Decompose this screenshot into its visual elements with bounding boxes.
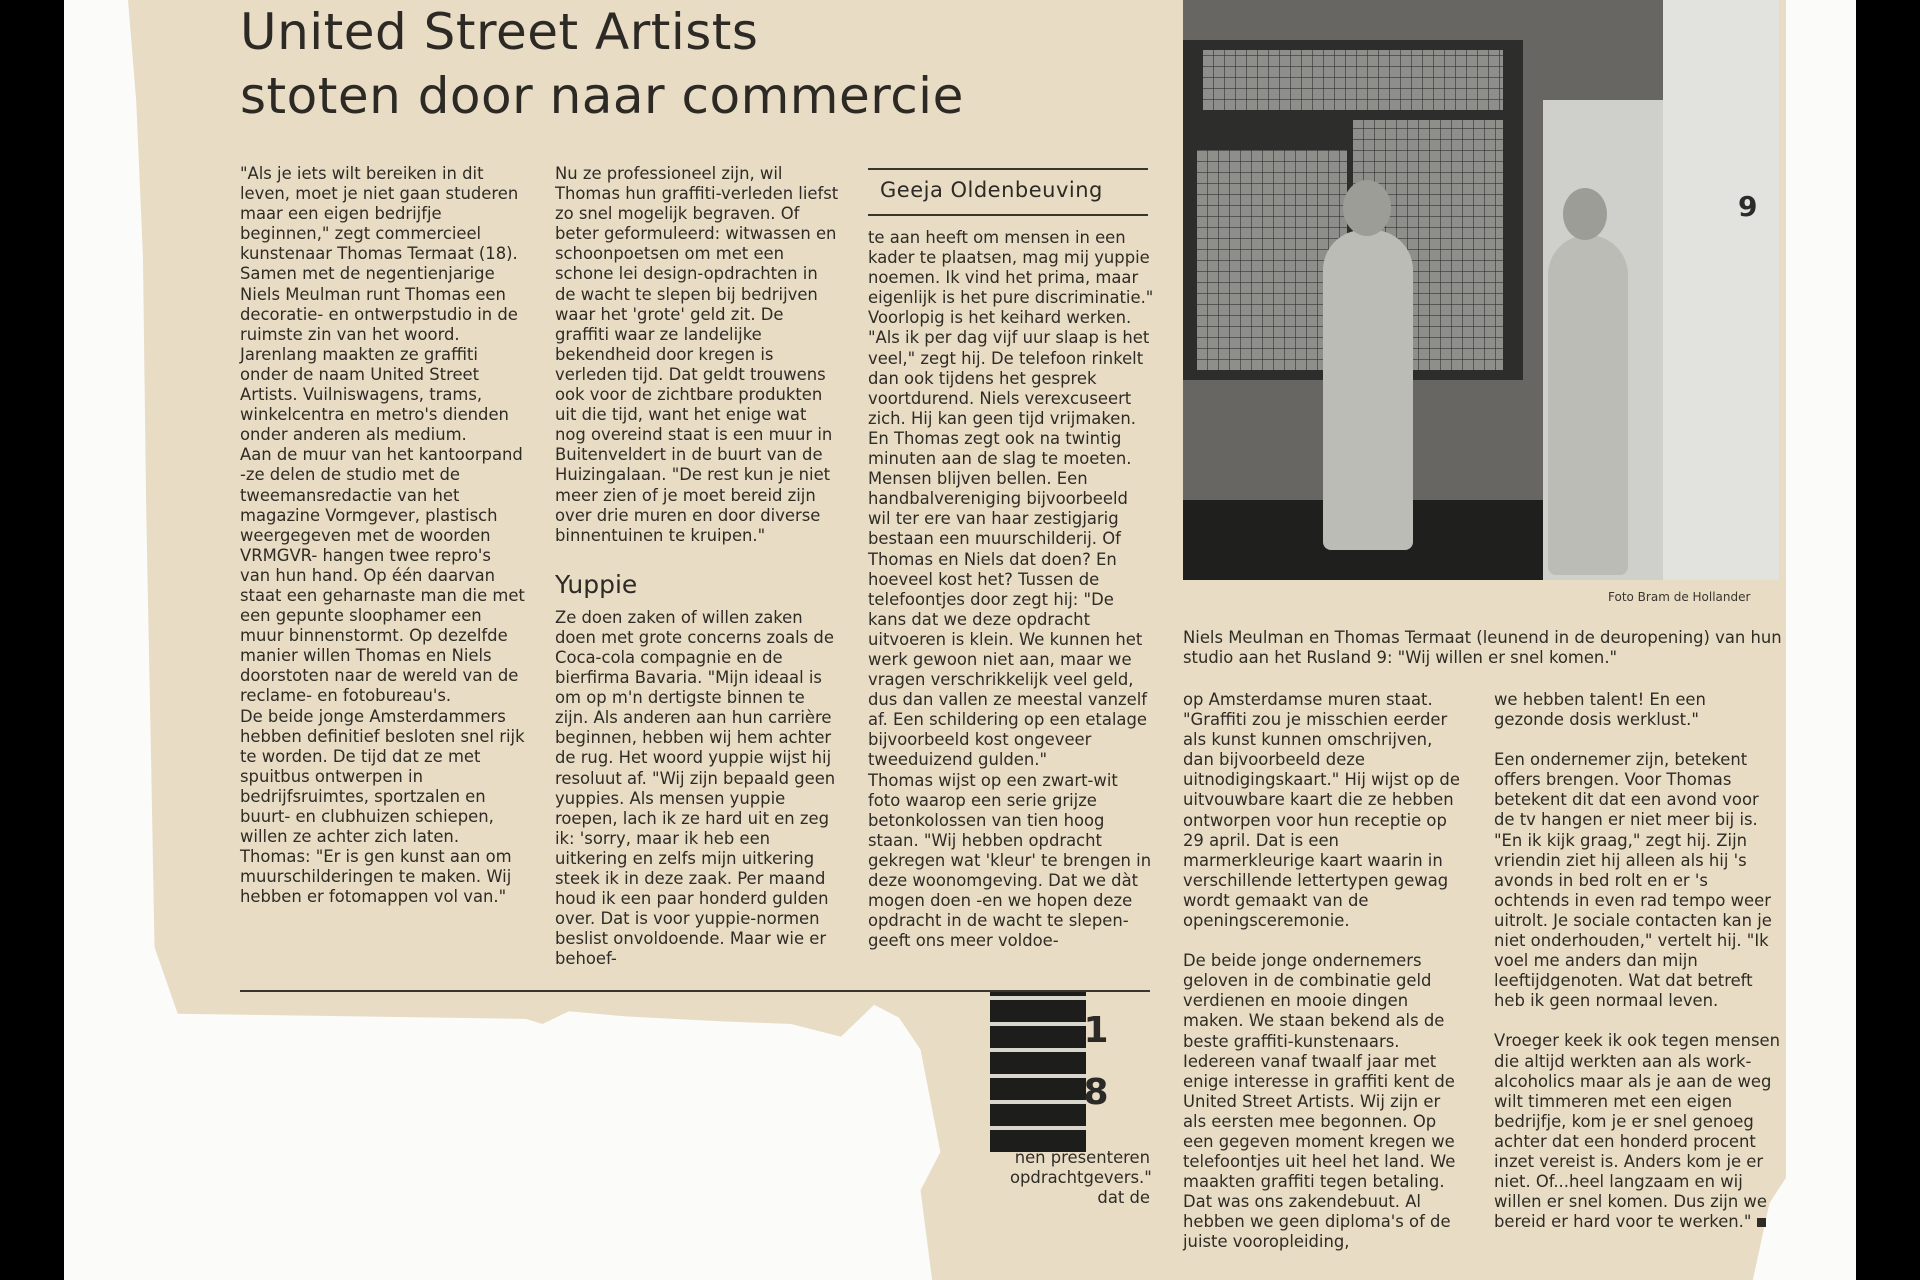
scoreboard-digit-2: 8 — [1083, 1072, 1109, 1113]
paragraph: De beide jonge ondernemers geloven in de combinatie geld verdienen en mooie dingen maken. We staan bekend als de beste graffiti-kunstenaars. Iedereen vanaf twaalf jaar met enige interesse in graffiti kent de United Street Artists. Wij zijn er als eersten mee begonnen. Op een gegeven moment kregen we telefoontjes uit heel het land. We maakten graffiti tegen betaling. Dat was ons zakendebuut. Al hebben we geen diploma's of de juiste vooropleiding, — [1183, 951, 1456, 1252]
byline-author: Geeja Oldenbeuving — [880, 178, 1103, 202]
article-column-3 — [868, 228, 1154, 951]
headline — [240, 0, 964, 128]
paragraph: Aan de muur van het kantoorpand -ze delen de studio met de tweemansredactie van het magazine Vormgever, plastisch weergegeven met de woorden VRMGVR- hangen twee repro's van hun hand. Op één daarvan staat een geharnaste man die met een gepunte sloophamer een muur binnenstormt. Op dezelfde manier willen Thomas en Niels doorstoten naar de wereld van de reclame- en fotobureau's. — [240, 445, 525, 706]
article-photo — [1183, 0, 1779, 580]
photo-caption: Niels Meulman en Thomas Termaat (leunend in de deuropening) van hun studio aan het Rusland 9: "Wij willen er snel komen." — [1183, 628, 1782, 668]
paragraph: Thomas wijst op een zwart-wit foto waarop een serie grijze betonkolossen van tien hoog staan. "Wij hebben opdracht gekregen wat 'kleur' te brengen in deze woonomgeving. Dat we dàt mogen doen -en we hopen deze opdracht in de wacht te slepen- geeft ons meer voldoe- — [868, 770, 1152, 951]
byline-box — [868, 168, 1148, 216]
photo-person-right — [1548, 235, 1628, 575]
headline-line-1: United Street Artists — [240, 3, 759, 61]
article-column-4 — [1183, 690, 1465, 1253]
scoreboard-digit-1: 1 — [1083, 1010, 1109, 1051]
paragraph: Voorlopig is het keihard werken. "Als ik per dag vijf uur slaap is het veel," zegt hij. De telefoon rinkelt dan ook tijdens het gesprek voortdurend. Niels verexcuseert zich. Hij kan geen tijd vrijmaken. En Thomas zegt ook na twintig minuten aan de slag te moeten. Mensen blijven bellen. Een handbalvereniging bijvoorbeeld wil ter ere van haar zestigjarig bestaan een muurschilderij. Of Thomas en Niels dat doen? En hoeveel kost het? Tussen de telefoontjes door zegt hij: "De kans dat we deze opdracht uitvoeren is klein. We kunnen het werk gewoon niet aan, maar we vragen verschrikkelijk veel geld, dus dan vallen ze meestal vanzelf af. Een schildering op een etalage bijvoorbeeld kost ongeveer tweeduizend gulden." — [868, 308, 1150, 770]
paragraph: Nu ze professioneel zijn, wil Thomas hun graffiti-verleden liefst zo snel mogelijk begraven. Of beter geformuleerd: witwassen en schoonpoetsen om met een schone lei design-opdrachten in de wacht te slepen bij bedrijven waar het 'grote' geld zit. De graffiti waar ze landelijke bekendheid door kregen is verleden tijd. Dat geldt trouwens ook voor de zichtbare produkten uit die tijd, want het enige wat nog overeind staat is een muur in Buitenveldert in de buurt van de Huizingalaan. "De rest kun je niet meer zien of je moet bereid zijn over drie muren en door diverse binnentuinen te kruipen." — [555, 164, 839, 545]
photo-credit: Foto Bram de Hollander — [1608, 590, 1751, 604]
photo-head-right — [1563, 188, 1607, 240]
photo-window-top — [1203, 50, 1503, 110]
article-column-1 — [240, 164, 526, 907]
paragraph — [1494, 1031, 1780, 1232]
paragraph: te aan heeft om mensen in een kader te plaatsen, mag mij yuppie noemen. Ik vind het prima, maar eigenlijk is het pure discriminatie." — [868, 228, 1154, 308]
paragraph: Ze doen zaken of willen zaken doen met grote concerns zoals de Coca-cola compagnie en de bierfirma Bavaria. "Mijn ideaal is om op m'n dertigste binnen te zijn. Als anderen aan hun carrière beginnen, hebben wij hem achter de rug. Het woord yuppie wijst hij resoluut af. "Wij zijn bepaald geen yuppies. Als mensen yuppie roepen, lach ik ze hard uit en zeg ik: 'sorry, maar ik heb een uitkering en zelfs mijn uitkering steek ik in deze zaak. Per maand houd ik een paar honderd gulden over. Dat is voor yuppie-normen beslist onvoldoende. Maar wie er behoef- — [555, 607, 836, 969]
subheading-yuppie: Yuppie — [555, 569, 638, 599]
photo-door-frame — [1663, 0, 1779, 580]
article-column-2 — [555, 164, 841, 969]
photo-head-left — [1343, 180, 1391, 236]
paragraph: we hebben talent! En een gezonde dosis werklust." — [1494, 690, 1706, 730]
paragraph: op Amsterdamse muren staat. "Graffiti zou je misschien eerder als kunst kunnen omschrijven, dan bijvoorbeeld deze uitnodigingskaart." Hij wijst op de uitvouwbare kaart die ze hebben ontworpen voor hun receptie op 29 april. Dat is een marmerkleurige kaart waarin in verschillende lettertypen gewag wordt gemaakt van de openingsceremonie. — [1183, 690, 1460, 931]
headline-line-2: stoten door naar commercie — [240, 67, 964, 125]
paragraph: "Als je iets wilt bereiken in dit leven, moet je niet gaan studeren maar een eigen bedrijfje beginnen," zegt commercieel kunstenaar Thomas Termaat (18). Samen met de negentienjarige Niels Meulman runt Thomas een decoratie- en ontwerpstudio in de ruimste zin van het woord. Jarenlang maakten ze graffiti onder de naam United Street Artists. Vuilniswagens, trams, winkelcentra en metro's dienden onder anderen als medium. — [240, 164, 519, 445]
torn-scoreboard-fragment — [990, 992, 1086, 1152]
paragraph: De beide jonge Amsterdammers hebben definitief besloten snel rijk te worden. De tijd dat ze met spuitbus ontwerpen in bedrijfsruimtes, sportzalen en buurt- en clubhuizen schiepen, willen ze achter zich laten. Thomas: "Er is gen kunst aan om muurschilderingen te maken. Wij hebben er fotomappen vol van." — [240, 706, 525, 907]
house-number: 9 — [1738, 190, 1758, 223]
photo-person-left — [1323, 230, 1413, 550]
torn-fragment-text: nen presenteren opdrachtgevers." dat de — [1010, 1148, 1152, 1208]
article-column-5 — [1494, 690, 1780, 1232]
paragraph-text: Vroeger keek ik ook tegen mensen die altijd werkten aan als work-alcoholics maar als je aan de weg wilt timmeren met een eigen bedrijfje, kom je er snel genoeg achter dat een honderd procent inzet vereist is. Anders kom je er niet. Of...heel langzaam en wij willen er snel komen. Dus zijn we bereid er hard voor te werken." — [1494, 1031, 1780, 1232]
paragraph: Een ondernemer zijn, betekent offers brengen. Voor Thomas betekent dit dat een avond voor de tv hangen er niet meer bij is. "En ik kijk graag," zegt hij. Zijn vriendin ziet hij alleen als hij 's avonds in bed rolt en er 's ochtends in even rad tempo weer uitrolt. Je sociale contacten kan je niet onderhouden," vertelt hij. "Ik voel me anders dan mijn leeftijdgenoten. Wat dat betreft heb ik geen normaal leven. — [1494, 750, 1772, 1011]
end-of-article-mark — [1757, 1218, 1766, 1227]
